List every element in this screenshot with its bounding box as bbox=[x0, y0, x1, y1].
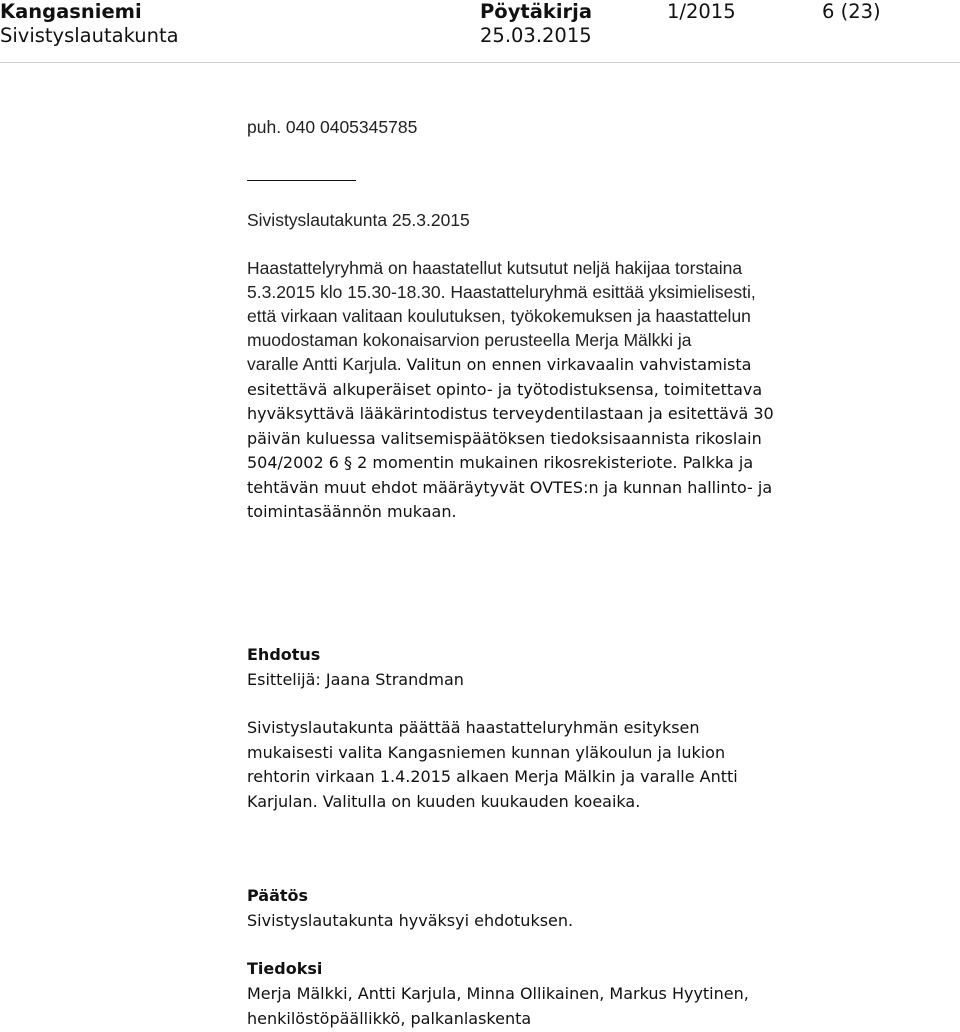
description-fragment: varalle Antti Karjula. bbox=[247, 354, 407, 374]
proposal-line: mukaisesti valita Kangasniemen kunnan yläkoulun ja lukion bbox=[247, 742, 726, 762]
description-line: tehtävän muut ehdot määräytyvät OVTES:n ja kunnan hallinto- ja bbox=[247, 477, 773, 497]
proposal-text bbox=[247, 716, 738, 814]
header-meeting-date: 25.03.2015 bbox=[480, 24, 592, 47]
header-page: 6 (23) bbox=[822, 0, 881, 23]
header-body: Sivistyslautakunta bbox=[0, 24, 179, 47]
description-block bbox=[247, 256, 774, 525]
description-fragment: Valitun on ennen virkavaalin vahvistamista bbox=[406, 355, 752, 374]
proposal-line: Sivistyslautakunta päättää haastatteluryhmän esityksen bbox=[247, 718, 700, 737]
proposal-line: rehtorin virkaan 1.4.2015 alkaen Merja Mälkin ja varalle Antti bbox=[247, 767, 738, 786]
info-line: Merja Mälkki, Antti Karjula, Minna Ollikainen, Markus Hyytinen, bbox=[247, 984, 749, 1003]
description-line: muodostaman kokonaisarvion perusteella Merja Mälkki ja bbox=[247, 330, 692, 350]
decision-text: Sivistyslautakunta hyväksyi ehdotuksen. bbox=[247, 911, 574, 930]
description-line: päivän kuluessa valitsemispäätöksen tiedoksisaannista rikoslain bbox=[247, 428, 762, 448]
description-line: Haastattelyryhmä on haastatellut kutsutut neljä hakijaa torstaina bbox=[247, 258, 743, 278]
minutes-reference: Sivistyslautakunta 25.3.2015 bbox=[247, 210, 470, 230]
description-line: toimintasäännön mukaan. bbox=[247, 502, 457, 521]
header-number: 1/2015 bbox=[667, 0, 736, 23]
description-line: 504/2002 6 § 2 momentin mukainen rikosrekisteriote. Palkka ja bbox=[247, 453, 754, 472]
decision-heading: Päätös bbox=[247, 886, 309, 905]
info-line: henkilöstöpäällikkö, palkanlaskenta bbox=[247, 1008, 532, 1028]
info-heading: Tiedoksi bbox=[247, 959, 323, 978]
proposal-heading: Ehdotus bbox=[247, 645, 321, 664]
page-header bbox=[0, 0, 960, 63]
signature-divider bbox=[247, 180, 356, 181]
description-line: että virkaan valitaan koulutuksen, työkokemuksen ja haastattelun bbox=[247, 306, 751, 326]
info-recipients bbox=[247, 982, 749, 1031]
description-line-mixed bbox=[247, 352, 774, 378]
proposal-line: Karjulan. Valitulla on kuuden kuukauden koeaika. bbox=[247, 791, 641, 811]
description-line: 5.3.2015 klo 15.30-18.30. Haastatteluryhmä esittää yksimielisesti, bbox=[247, 282, 756, 302]
header-doc-type: Pöytäkirja bbox=[480, 0, 592, 23]
contact-phone: puh. 040 0405345785 bbox=[247, 117, 418, 137]
proposal-presenter: Esittelijä: Jaana Strandman bbox=[247, 670, 464, 689]
header-org: Kangasniemi bbox=[0, 0, 142, 23]
description-line: esitettävä alkuperäiset opinto- ja työtodistuksensa, toimitettava bbox=[247, 379, 763, 399]
description-line: hyväksyttävä lääkärintodistus terveydentilastaan ja esitettävä 30 bbox=[247, 404, 774, 423]
